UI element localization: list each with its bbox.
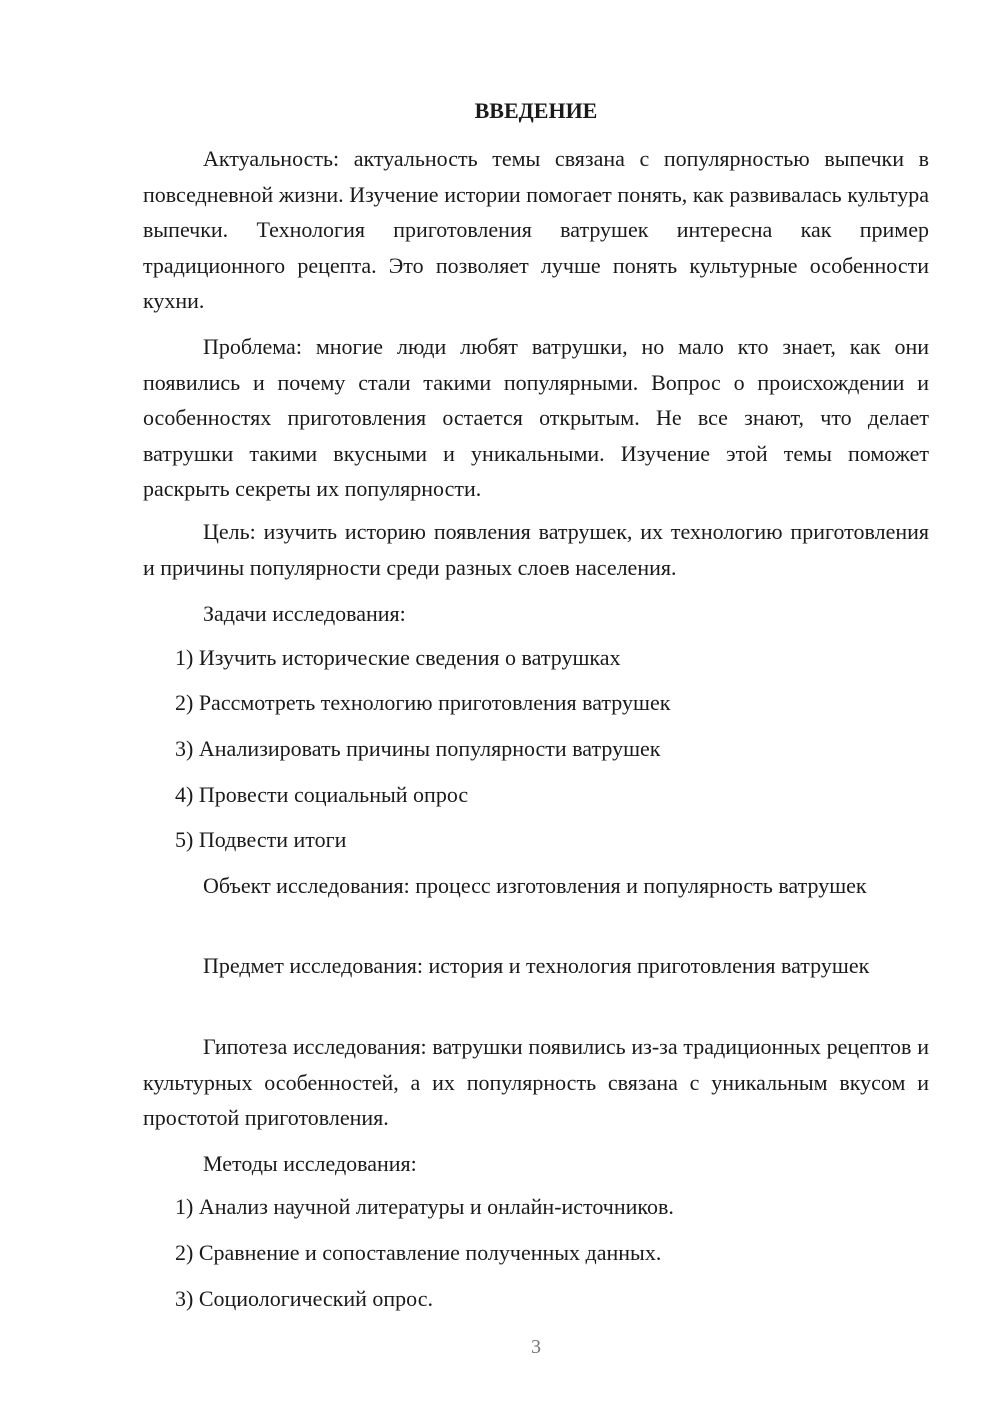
method-item: 3) Социологический опрос. (175, 1286, 433, 1311)
method-item: 2) Сравнение и сопоставление полученных данных. (175, 1240, 662, 1265)
page-title: ВВЕДЕНИЕ (474, 98, 598, 123)
hypothesis-paragraph: Гипотеза исследования: ватрушки появились из-за традиционных рецептов и культурных особенностей, а их популярность связана с уникальным вкусом и простотой приготовления. (143, 1034, 929, 1130)
goal-paragraph: Цель: изучить историю появления ватрушек, их технологию приготовления и причины популярности среди разных слоев населения. (143, 519, 929, 580)
task-item: 1) Изучить исторические сведения о ватрушках (175, 645, 621, 670)
method-item: 1) Анализ научной литературы и онлайн-источников. (175, 1194, 674, 1219)
page-number: 3 (531, 1336, 541, 1358)
task-item: 3) Анализировать причины популярности ватрушек (175, 736, 661, 761)
task-item: 5) Подвести итоги (175, 827, 347, 852)
subject-paragraph: Предмет исследования: история и технология приготовления ватрушек (203, 953, 870, 978)
problem-paragraph: Проблема: многие люди любят ватрушки, но мало кто знает, как они появились и почему стали такими популярными. Вопрос о происхождении и особенностях приготовления остается открытым. Не все знают, что делает ватрушки такими вкусными и уникальными. Изучение этой темы поможет раскрыть секреты их популярности. (143, 334, 929, 501)
relevance-paragraph: Актуальность: актуальность темы связана с популярностью выпечки в повседневной жизни. Изучение истории помогает понять, как развивалась культура выпечки. Технология приготовления ватрушек интересна как пример традиционного рецепта. Это позволяет лучше понять культурные особенности кухни. (143, 146, 929, 313)
methods-heading: Методы исследования: (203, 1151, 417, 1176)
task-item: 4) Провести социальный опрос (175, 782, 469, 807)
tasks-heading: Задачи исследования: (203, 601, 406, 626)
object-paragraph: Объект исследования: процесс изготовления и популярность ватрушек (203, 873, 867, 898)
task-item: 2) Рассмотреть технологию приготовления ватрушек (175, 690, 671, 715)
